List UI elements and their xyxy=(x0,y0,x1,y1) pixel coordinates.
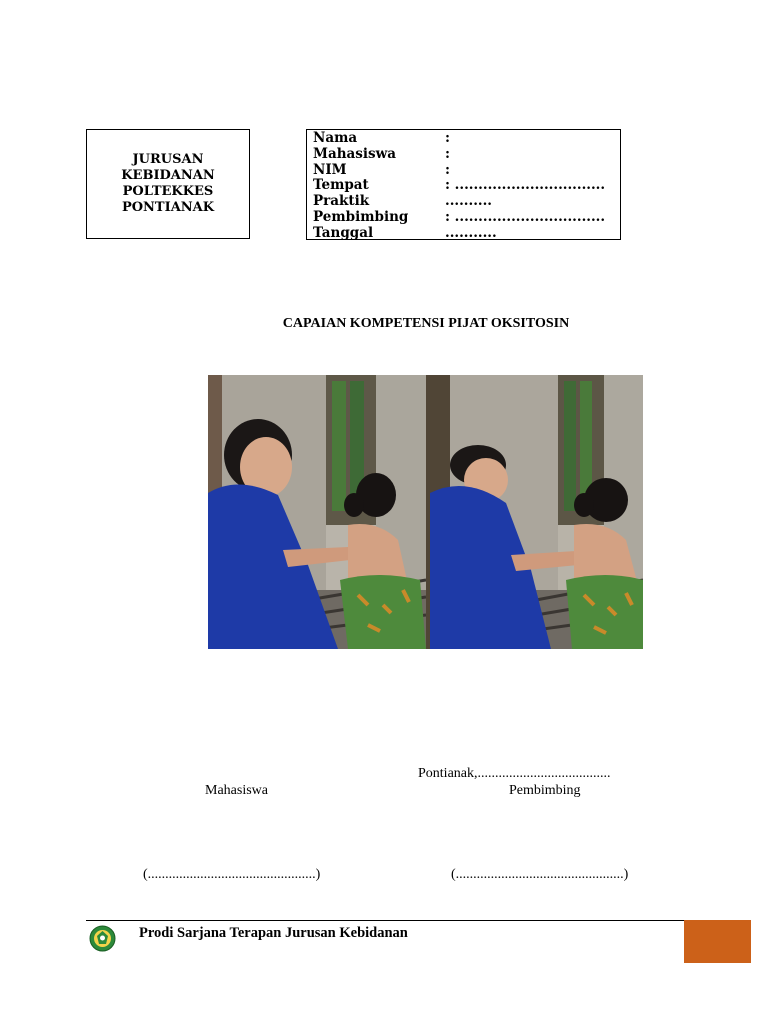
info-row-tanggal xyxy=(307,226,620,242)
info-row-nim xyxy=(307,163,620,179)
info-row-pembimbing xyxy=(307,210,620,226)
info-label: Mahasiswa xyxy=(313,145,396,162)
footer-accent-block xyxy=(684,920,751,963)
massage-photos xyxy=(208,375,643,649)
info-label: Praktik xyxy=(313,193,370,210)
massage-photo-left xyxy=(208,375,426,649)
info-value: ........... xyxy=(445,224,497,241)
info-row-nama xyxy=(307,131,620,147)
institution-line: PONTIANAK xyxy=(121,200,215,215)
institution-logo-icon xyxy=(89,925,116,952)
supervisor-role-label: Pembimbing xyxy=(509,783,581,798)
institution-line: POLTEKKES xyxy=(122,184,214,199)
info-row-praktik xyxy=(307,194,620,210)
info-label: NIM xyxy=(313,161,347,178)
student-signature-line: (................................................) xyxy=(143,867,321,882)
student-info-box xyxy=(306,129,621,240)
student-role-label: Mahasiswa xyxy=(205,783,268,798)
place-date: Pontianak,...................................... xyxy=(418,766,611,781)
info-value: : xyxy=(445,130,450,146)
footer-divider xyxy=(86,920,684,921)
footer-program-name: Prodi Sarjana Terapan Jurusan Kebidanan xyxy=(139,925,408,941)
page-title: CAPAIAN KOMPETENSI PIJAT OKSITOSIN xyxy=(282,316,570,331)
info-value: : ................................ xyxy=(445,177,606,194)
info-value: : xyxy=(445,145,450,162)
info-row-tempat xyxy=(307,178,620,194)
massage-photo-right xyxy=(426,375,643,649)
info-label: Tanggal xyxy=(313,224,374,241)
info-value: : xyxy=(445,161,450,178)
info-value: .......... xyxy=(445,193,492,210)
info-label: Nama xyxy=(313,130,358,146)
info-label: Tempat xyxy=(313,177,369,194)
institution-line: JURUSAN xyxy=(132,152,204,167)
info-value: : ................................ xyxy=(445,208,606,225)
info-label: Pembimbing xyxy=(313,208,409,225)
info-row-mahasiswa xyxy=(307,147,620,163)
supervisor-signature-line: (................................................) xyxy=(451,867,629,882)
institution-line: KEBIDANAN xyxy=(121,168,215,183)
institution-box xyxy=(86,129,250,239)
